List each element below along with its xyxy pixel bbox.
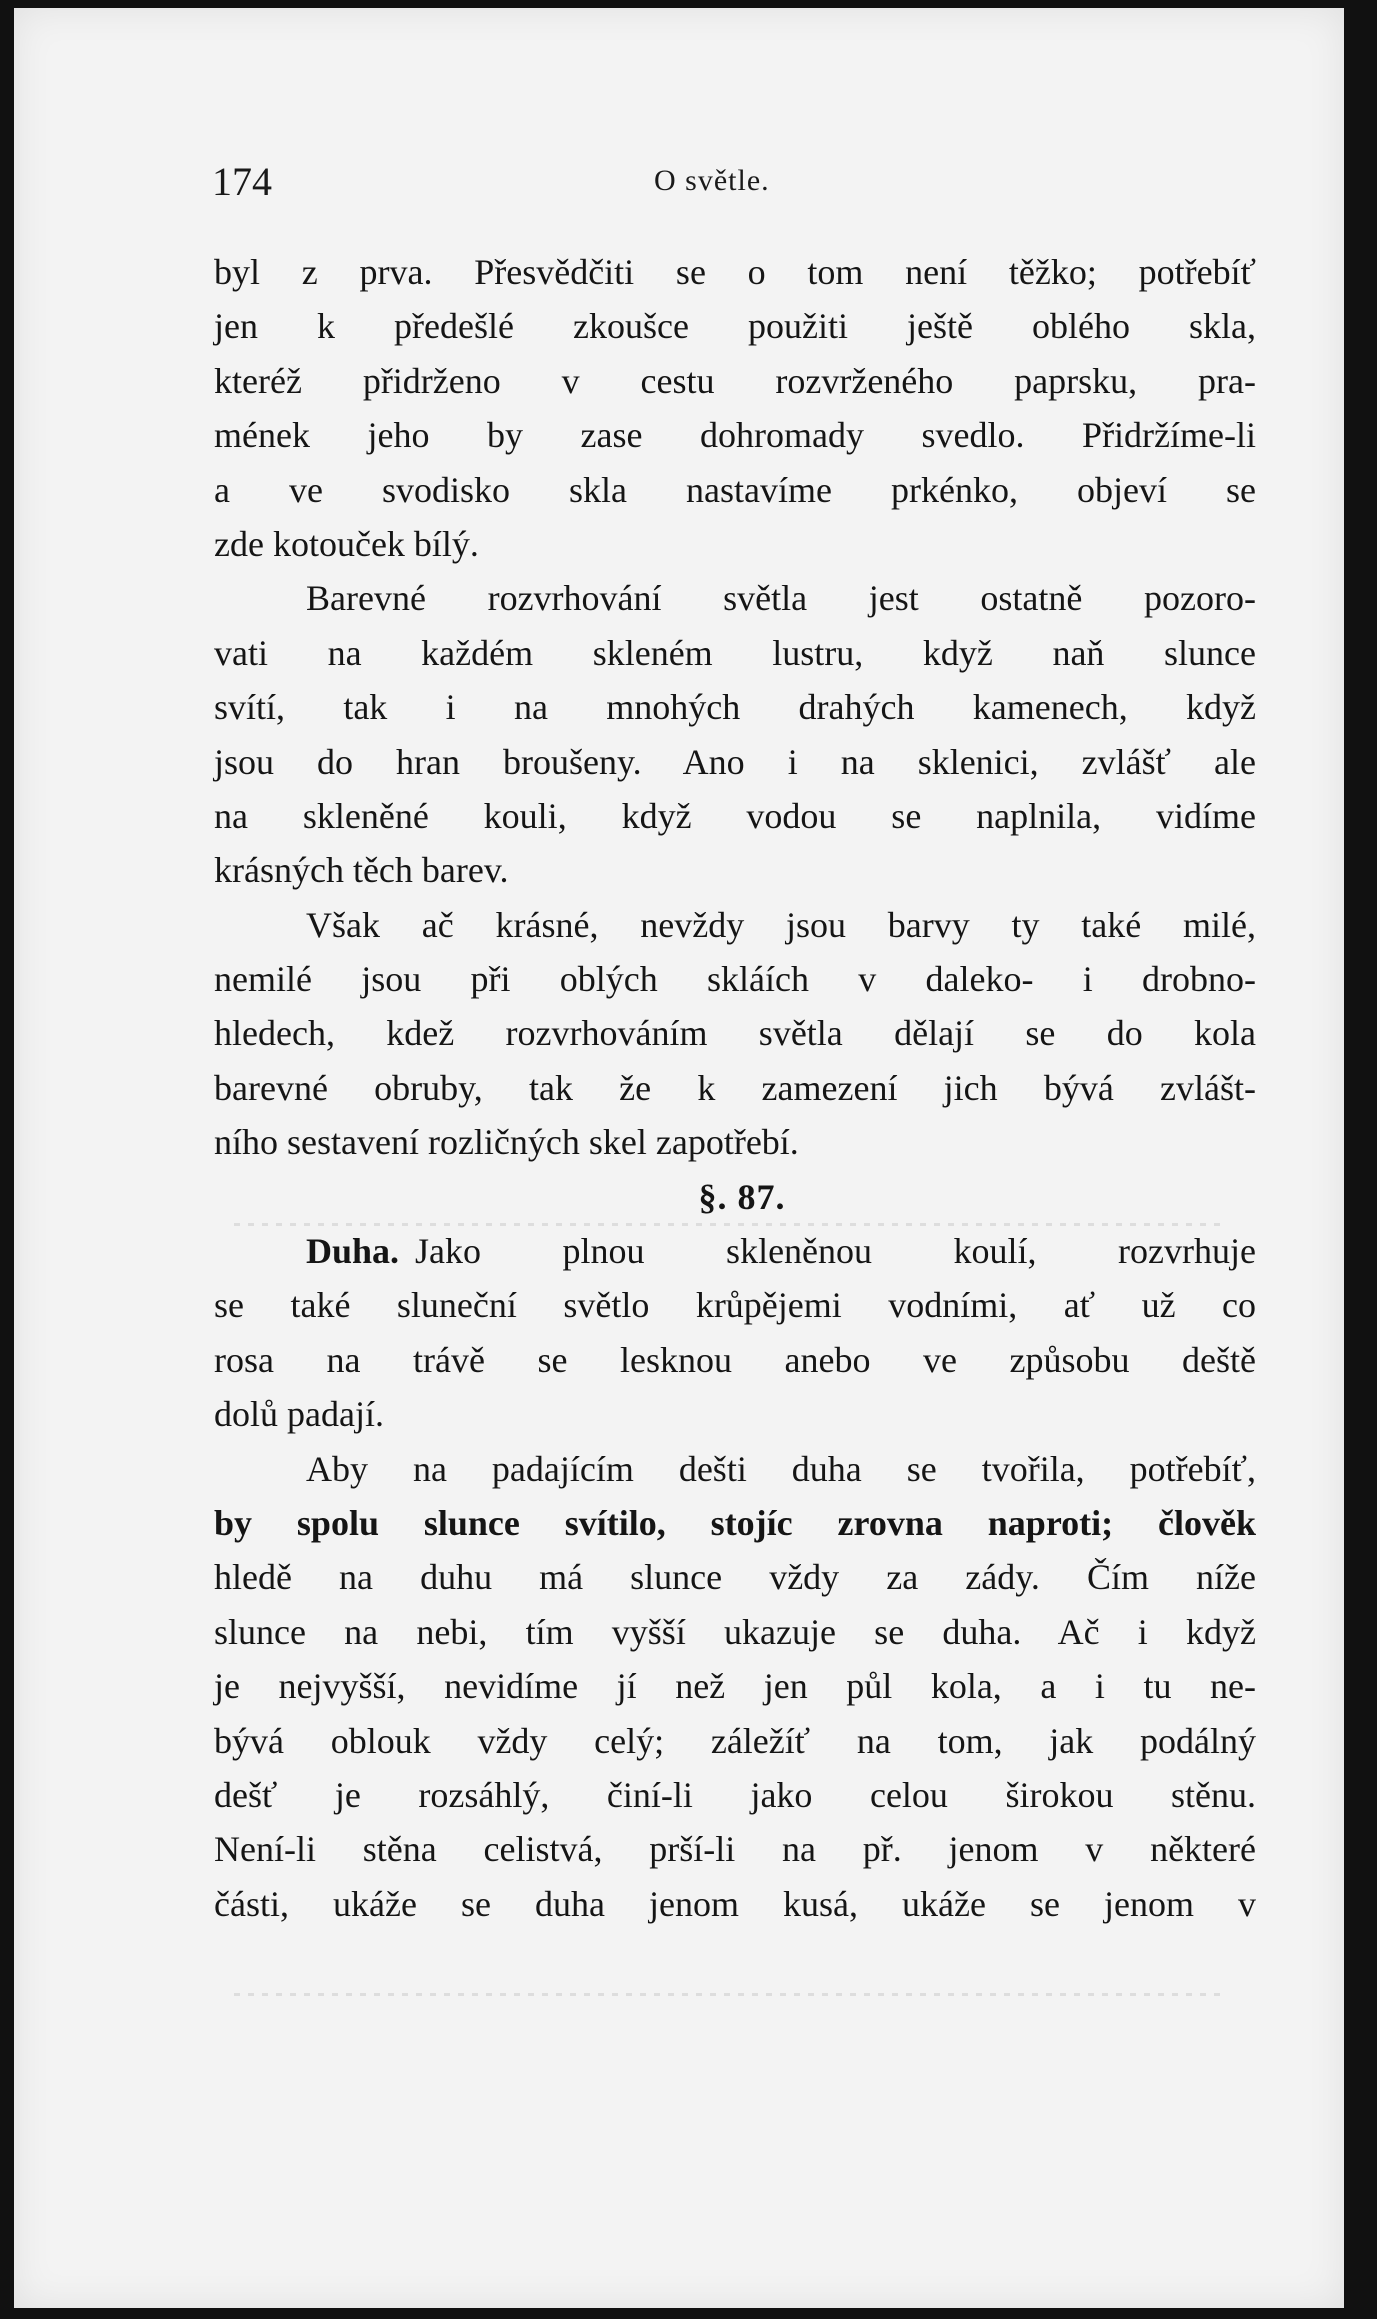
text-line: byl z prva. Přesvědčiti se o tom není těžko; potřebíť <box>214 252 1256 292</box>
text-line: se také sluneční světlo krůpějemi vodními, ať už co <box>214 1285 1256 1326</box>
text-line: a ve svodisko skla nastavíme prkénko, objeví se <box>214 469 1256 510</box>
text-line: vati na každém skleném lustru, když naň slunce <box>214 632 1256 673</box>
paragraph-5 <box>214 1442 1256 1932</box>
running-head: O světle. <box>654 164 770 197</box>
text-line: dolů padají. <box>214 1394 384 1435</box>
section-heading-block <box>214 1170 1256 1224</box>
lead-word: Duha. <box>306 1231 400 1272</box>
paragraph-4 <box>214 1224 1256 1442</box>
text-line: Barevné rozvrhování světla jest ostatně pozoro- <box>306 578 1256 619</box>
text-line: je nejvyšší, nevidíme jí než jen půl kola, a i tu ne- <box>214 1666 1256 1707</box>
show-through-artifact <box>234 1223 1224 1226</box>
text-line: na skleněné kouli, když vodou se naplnila, vidíme <box>214 795 1256 836</box>
text-line: jsou do hran broušeny. Ano i na sklenici, zvlášť ale <box>214 741 1256 782</box>
book-page <box>14 8 1344 2308</box>
text-line: slunce na nebi, tím vyšší ukazuje se duha. Ač i když <box>214 1611 1256 1652</box>
text-line: by spolu slunce svítilo, stojíc zrovna naproti; člověk <box>214 1502 1256 1543</box>
text-line: barevné obruby, tak že k zamezení jich bývá zvlášt- <box>214 1067 1256 1108</box>
text-line <box>214 1224 1256 1278</box>
text-line: ního sestavení rozličných skel zapotřebí. <box>214 1122 799 1163</box>
text-line: hledě na duhu má slunce vždy za zády. Čím níže <box>214 1557 1256 1598</box>
text-line: Není-li stěna celistvá, prší-li na př. jenom v některé <box>214 1829 1256 1870</box>
text-line: Však ač krásné, nevždy jsou barvy ty také milé, <box>306 904 1256 945</box>
text-line: bývá oblouk vždy celý; záležíť na tom, jak podálný <box>214 1720 1256 1761</box>
text-line: zde kotouček bílý. <box>214 523 479 564</box>
text-line: jen k předešlé zkoušce použiti ještě oblého skla, <box>214 306 1256 347</box>
text-line: dešť je rozsáhlý, činí-li jako celou širokou stěnu. <box>214 1774 1256 1815</box>
body-text <box>214 245 1256 1931</box>
text-line: hledech, kdež rozvrhováním světla dělají se do kola <box>214 1013 1256 1054</box>
text-line: mének jeho by zase dohromady svedlo. Přidržíme-li <box>214 415 1256 456</box>
text-fragment: Jako plnou skleněnou koulí, rozvrhuje <box>415 1231 1256 1272</box>
text-line: rosa na trávě se lesknou anebo ve způsobu deště <box>214 1339 1256 1380</box>
section-title: §. 87. <box>698 1176 786 1217</box>
paragraph-3 <box>214 898 1256 1170</box>
text-line: Aby na padajícím dešti duha se tvořila, potřebíť, <box>306 1448 1256 1489</box>
page-header <box>200 158 1260 218</box>
text-line: části, ukáže se duha jenom kusá, ukáže se jenom v <box>214 1883 1256 1924</box>
page-number: 174 <box>212 159 272 204</box>
paragraph-1 <box>214 245 1256 571</box>
text-line: kteréž přidrženo v cestu rozvrženého paprsku, pra- <box>214 360 1256 401</box>
paragraph-2 <box>214 571 1256 897</box>
show-through-artifact <box>234 1993 1224 1996</box>
text-line: svítí, tak i na mnohých drahých kamenech, když <box>214 687 1256 728</box>
text-line: krásných těch barev. <box>214 850 509 891</box>
text-line: nemilé jsou při oblých skláích v daleko- i drobno- <box>214 959 1256 1000</box>
